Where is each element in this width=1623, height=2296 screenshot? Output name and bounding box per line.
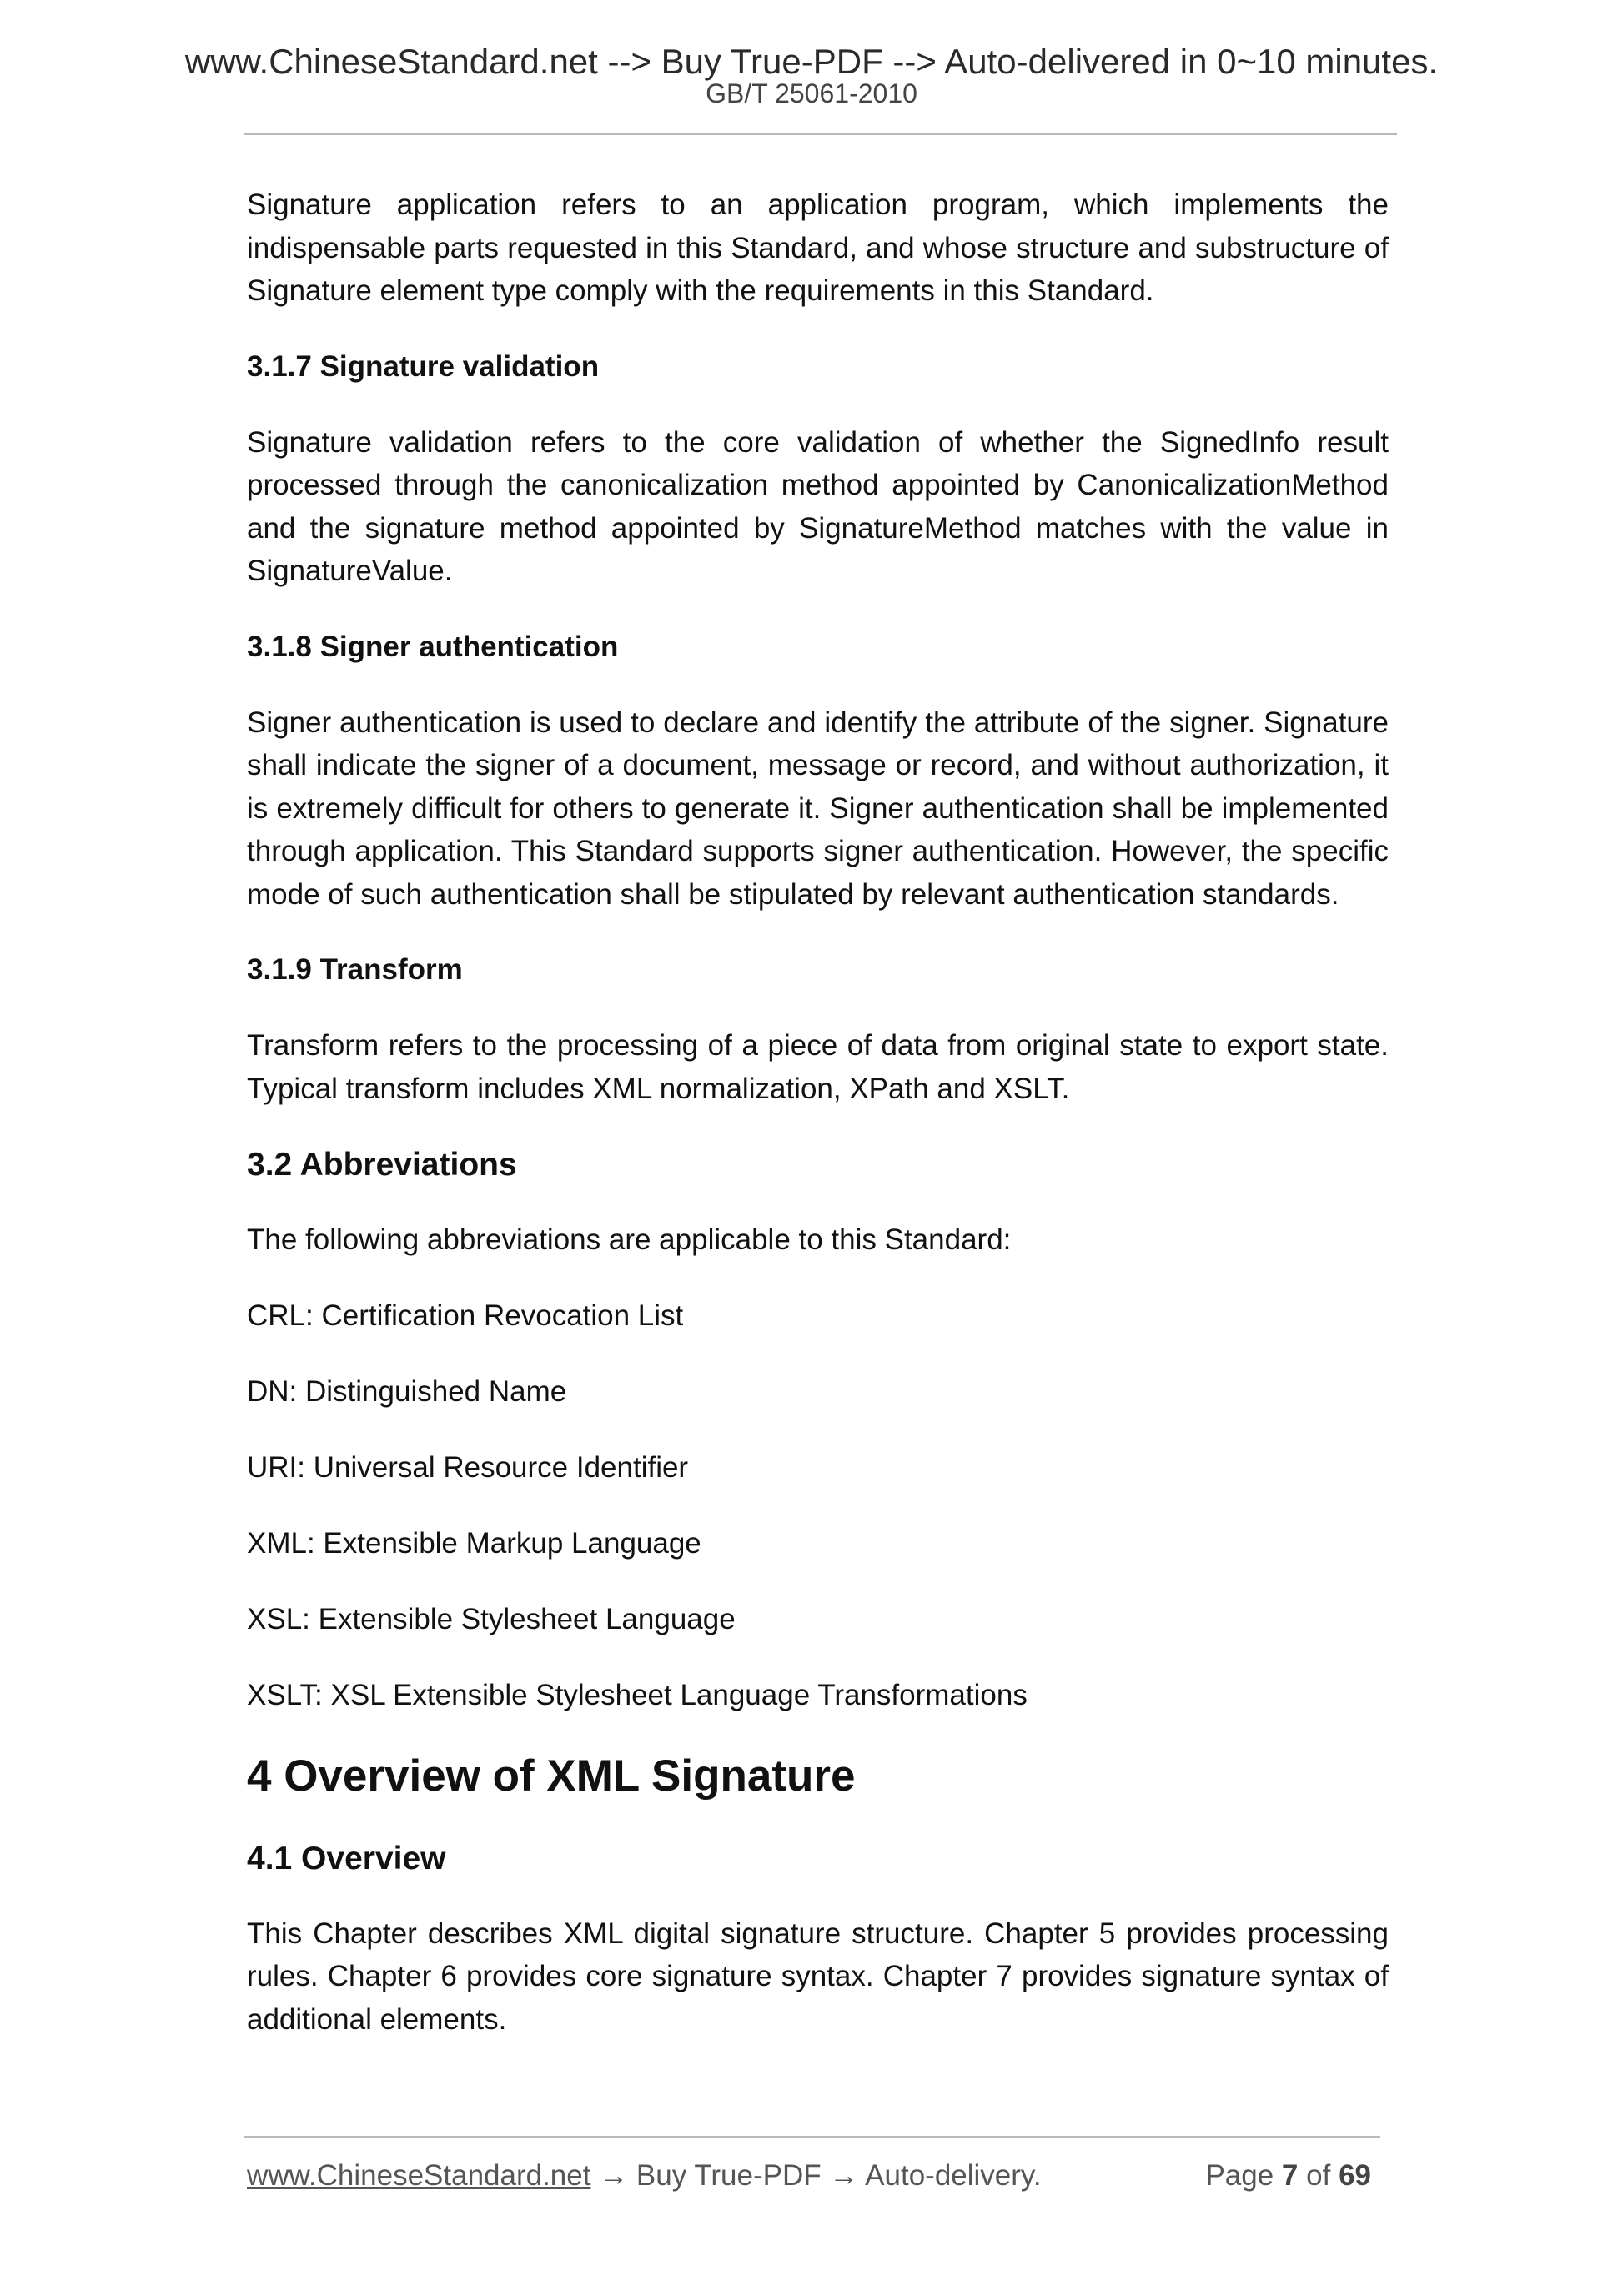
- top-banner: www.ChineseStandard.net --> Buy True-PDF --> Auto-delivered in 0~10 minutes.: [184, 42, 1439, 81]
- footer-promo: [247, 2155, 1042, 2197]
- paragraph-4-1: This Chapter describes XML digital signature structure. Chapter 5 provides processing rules. Chapter 6 provides core signature syntax. Chapter 7 provides signature syntax of additional elements.: [247, 1917, 1389, 2036]
- of-label: of: [1306, 2159, 1331, 2192]
- header-divider: [244, 133, 1397, 135]
- page-total: 69: [1339, 2159, 1371, 2192]
- abbreviation-item: XSL: Extensible Stylesheet Language: [247, 1602, 736, 1635]
- footer-site-link[interactable]: www.ChineseStandard.net: [247, 2159, 591, 2192]
- heading-3-2: 3.2 Abbreviations: [247, 1147, 517, 1183]
- paragraph-3-1-8: Signer authentication is used to declare and identify the attribute of the signer. Signature shall indicate the signer of a document, message or record, and without authorization, it is extremely difficult for others to generate it. Signer authentication shall be implemented through application. This Standard supports signer authentication. However, the specific mode of such authentication shall be stipulated by relevant authentication standards.: [247, 706, 1389, 911]
- footer-promo-text: → Buy True-PDF → Auto-delivery.: [590, 2159, 1042, 2192]
- heading-3-1-8: 3.1.8 Signer authentication: [247, 630, 619, 663]
- abbreviation-item: XML: Extensible Markup Language: [247, 1526, 701, 1560]
- page-content: [247, 183, 1389, 2073]
- page-number: [1205, 2155, 1371, 2197]
- page-label: Page: [1205, 2159, 1274, 2192]
- paragraph-3-1-9: Transform refers to the processing of a piece of data from original state to export state. Typical transform includes XML normalization, XPath and XSLT.: [247, 1029, 1389, 1105]
- abbreviation-item: URI: Universal Resource Identifier: [247, 1450, 689, 1484]
- heading-chapter-4: 4 Overview of XML Signature: [247, 1751, 856, 1801]
- document-code: GB/T 25061-2010: [706, 78, 917, 108]
- paragraph-3-1-7: Signature validation refers to the core validation of whether the SignedInfo result processed through the canonicalization method appointed by CanonicalizationMethod and the signature method appointed by SignatureMethod matches with the value in SignatureValue.: [247, 425, 1389, 587]
- intro-paragraph: Signature application refers to an application program, which implements the indispensable parts requested in this Standard, and whose structure and substructure of Signature element type comply with the requirements in this Standard.: [247, 188, 1389, 307]
- heading-3-1-7: 3.1.7 Signature validation: [247, 349, 600, 383]
- heading-4-1: 4.1 Overview: [247, 1840, 446, 1876]
- heading-3-1-9: 3.1.9 Transform: [247, 953, 463, 986]
- page-footer: [247, 2155, 1381, 2197]
- abbreviation-item: CRL: Certification Revocation List: [247, 1299, 684, 1332]
- abbreviation-item: DN: Distinguished Name: [247, 1374, 567, 1408]
- abbreviations-intro: The following abbreviations are applicable to this Standard:: [247, 1223, 1012, 1256]
- abbreviation-item: XSLT: XSL Extensible Stylesheet Language Transformations: [247, 1678, 1028, 1711]
- footer-divider: [244, 2136, 1380, 2138]
- page-current: 7: [1281, 2159, 1299, 2192]
